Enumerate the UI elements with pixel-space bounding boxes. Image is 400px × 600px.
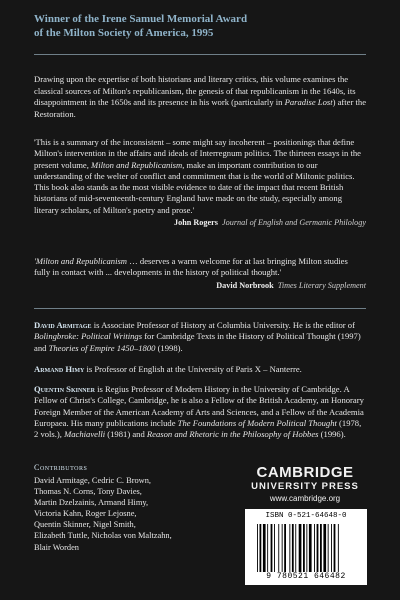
contributors-line: Blair Worden [34, 542, 79, 552]
award-line-1: Winner of the Irene Samuel Memorial Award [34, 13, 248, 25]
quote-attribution [34, 280, 366, 291]
publisher-url: www.cambridge.org [269, 494, 341, 503]
barcode-bars [257, 524, 357, 572]
reviewer-name: David Norbrook [216, 280, 274, 290]
barcode-bar [271, 524, 273, 572]
barcode-bar [289, 524, 290, 572]
bio-armitage [34, 320, 366, 354]
barcode-bar [338, 524, 339, 572]
barcode-bar [278, 524, 279, 572]
award-heading [34, 12, 374, 40]
review-quote-rogers [34, 137, 366, 228]
review-quote-norbrook [34, 256, 366, 291]
bio-skinner [34, 384, 366, 440]
bio-text: (1978, 2 vols.), [34, 417, 362, 440]
contributors-line: Quentin Skinner, Nigel Smith, [34, 520, 136, 530]
barcode-bar [292, 524, 294, 572]
bio-text: for Cambridge Texts in the History of Political Thought (1997) and [34, 331, 361, 353]
barcode-bar [306, 524, 307, 572]
quote-title-italic: Milton and Republicanism [91, 159, 183, 170]
contributors-list [34, 475, 234, 553]
book-title: The Foundations of Modern Political Thought [177, 417, 337, 428]
barcode-number: 9 780521 646482 [266, 572, 346, 581]
barcode-bar [328, 524, 329, 572]
bio-text: is Professor of English at the University of Paris X – Nanterre. [84, 364, 302, 374]
barcode-bar [284, 524, 286, 572]
reviewer-name: John Rogers [174, 218, 218, 228]
bio-himy [34, 364, 366, 375]
bio-text: is Regius Professor of Modern History in the University of Cambridge. A Fellow of Christ's College, Cambridge, he is also a Fellow of the British Academy, an Honorary Foreign Member of the American Academy of Arts and Sciences, and a Fellow of the Academia Europaea. His many publications include [34, 384, 364, 428]
contributors-line: Thomas N. Corns, Tony Davies, [34, 487, 142, 497]
book-title: Theories of Empire 1450–1800 [48, 342, 156, 353]
barcode-bar [257, 524, 258, 572]
barcode-bar [295, 524, 296, 572]
author-name: David Armitage [34, 320, 92, 330]
barcode-bar [282, 524, 283, 572]
reviewer-publication: Times Literary Supplement [277, 280, 366, 290]
barcode-bar [274, 524, 275, 572]
barcode-bar [267, 524, 268, 572]
intro-title-italic: Paradise Lost [284, 97, 333, 107]
barcode-bar [263, 524, 266, 572]
barcode-bar [320, 524, 322, 572]
intro-paragraph [34, 74, 366, 120]
top-divider [34, 54, 366, 55]
isbn-label: ISBN 0-521-64648-0 [265, 512, 347, 520]
quote-text-end: , make an important contribution to our understanding of the welter of conflict and commitment that is the world of Miltonic politics. This book also stands as the most visible evidence to date of the impact that recent British historians of mid-seventeenth-century England have made on the study, especially among literary scholars, of Milton's poetry and prose.' [34, 159, 355, 215]
publisher-subname: UNIVERSITY PRESS [251, 481, 359, 492]
contributors-line: Martin Dzelzainis, Armand Himy, [34, 498, 149, 508]
publisher-name: CAMBRIDGE [256, 464, 354, 481]
book-title: Bolingbroke: Political Writings [34, 331, 143, 342]
award-line-2: of the Milton Society of America, 1995 [34, 27, 214, 39]
barcode-bar [331, 524, 332, 572]
quote-title-italic: 'Milton and Republicanism [34, 256, 128, 266]
barcode-bar [299, 524, 302, 572]
contributors-line: Victoria Kahn, Roger Lejosne, [34, 509, 137, 519]
middle-divider [34, 308, 366, 309]
bio-text: (1998). [155, 342, 183, 353]
publisher-logo [240, 465, 370, 504]
intro-text: Drawing upon the expertise of both historians and literary critics, this volume examines the classical sources of Milton's republicanism, the genesis of that republicanism in the 1640s, its disappointment in the 1650s and its presence in his work (particularly in [34, 74, 356, 107]
book-title: Reason and Rhetoric in the Philosophy of Hobbes [146, 429, 319, 440]
author-name: Armand Himy [34, 364, 85, 374]
quote-text: … deserves a warm welcome for at last bringing Milton studies fully in contact with ... developments in the history of political thought.' [34, 256, 348, 278]
author-name: Quentin Skinner [34, 384, 95, 394]
barcode-bar [323, 524, 326, 572]
book-title: Machiavelli [64, 429, 106, 440]
quote-text: 'This is a summary of the inconsistent – some might say incoherent – positionings that define Milton's intervention in the affairs and ideals of Interregnum politics. The thirteen essays in the present volume, [34, 137, 361, 170]
barcode-bar [303, 524, 305, 572]
contributors-line: David Armitage, Cedric C. Brown, [34, 476, 151, 485]
bio-text: (1996). [318, 429, 346, 440]
bio-text: is Associate Professor of History at Columbia University. He is the editor of [91, 320, 355, 330]
intro-text-end: ) after the Restoration. [34, 97, 367, 119]
contributors-line: Elizabeth Tuttle, Nicholas von Maltzahn, [34, 531, 172, 541]
contributors-heading: Contributors [34, 463, 88, 472]
barcode-bar [334, 524, 336, 572]
quote-attribution [34, 217, 366, 228]
barcode-bar [260, 524, 262, 572]
reviewer-publication: Journal of English and Germanic Philology [222, 218, 366, 228]
barcode [245, 509, 367, 585]
barcode-bar [317, 524, 319, 572]
barcode-bar [314, 524, 315, 572]
barcode-bar [309, 524, 312, 572]
bio-text: (1981) and [105, 429, 147, 440]
